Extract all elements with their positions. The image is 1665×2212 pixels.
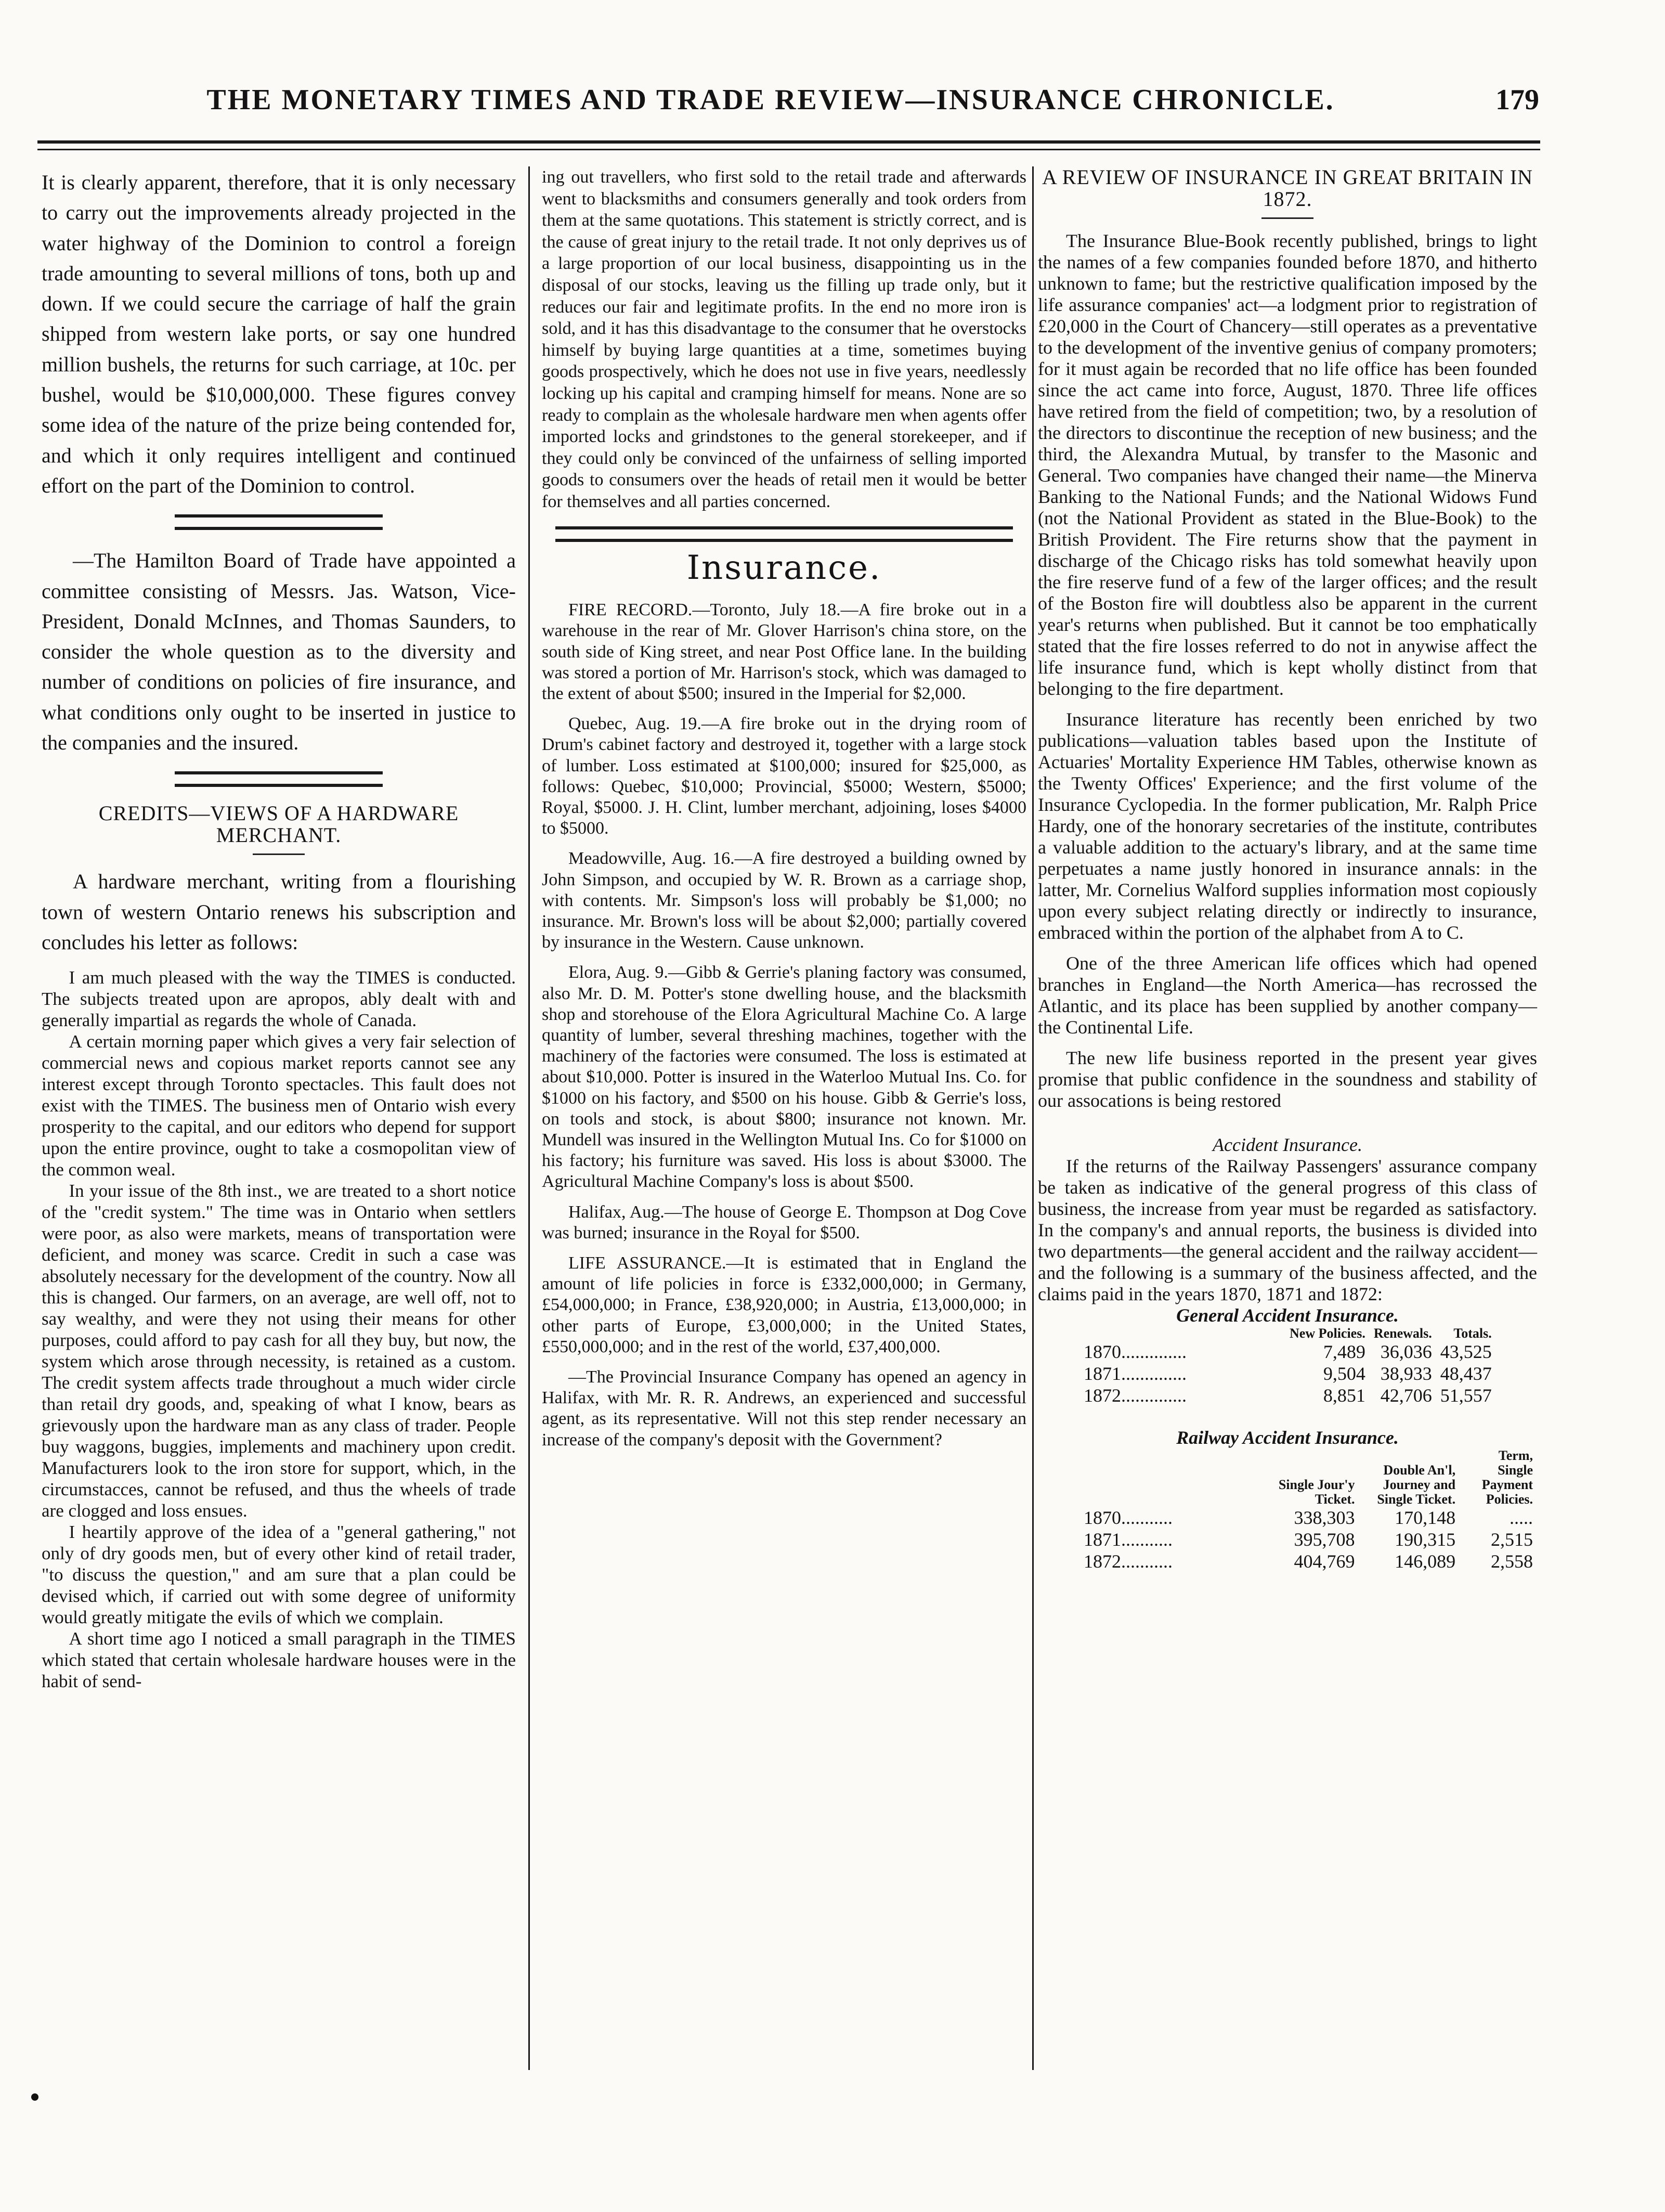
- year-cell: [1079, 1507, 1267, 1529]
- table-cell: 36,036: [1380, 1341, 1432, 1362]
- review-paragraph: The Insurance Blue-Book recently published, brings to light the names of a few companies founded before 1870, and hitherto unknown to fame; but the restrictive qualification imposed by the life assurance companies' act—a lodgment prior to registration of £20,000 in the Court of Chancery—still operates as a preventative to the development of the inventive genius of company promoters; for it must again be recorded that no life office has been founded since the act came into force, August, 1870. Three life offices have retired from the field of competition; two, by a resolution of the directors to discontinue the reception of new business; and the third, the Alexandra Mutual, by transfer to the Masonic and General. Two companies have changed their name—the Minerva Banking to the National Funds; and the National Widows Fund (not the National Provident as stated in the Blue-Book) to the British Provident. The Fire returns show that the payment in discharge of the Chicago risks has told somewhat heavily upon the fire reserve fund of a few of the larger offices; and the result of the Boston fire will doubtless also be apparent in the current year's returns when published. But it cannot be too emphatically stated that the fire losses referred to do not in anywise affect the life insurance fund, which is kept wholly distinct from that belonging to the fire department.: [1038, 230, 1537, 699]
- table-header-row: [1079, 1326, 1496, 1341]
- table-row: [1079, 1385, 1496, 1406]
- fire-record-label: FIRE RECORD.: [568, 600, 693, 620]
- table-cell: 48,437: [1440, 1363, 1492, 1384]
- table-cell: 42,706: [1380, 1385, 1432, 1406]
- table-cell: 7,489: [1323, 1341, 1365, 1362]
- heading-rule: [253, 853, 305, 855]
- letter-paragraph: In your issue of the 8th inst., we are treated to a short notice of the "credit system." The time was in Ontario when settlers were poor, as also were markets, means of transportation were deficient, and money was scarce. Credit in such a case was absolutely necessary for the development of the country. Now all this is changed. Our farmers, on an average, are well off, not to say wealthy, and were they not using their means for other purposes, could afford to pay cash for all they buy, but now, the system which arose through necessity, is retained as a custom. The credit system affects trade throughout a much wider circle than retail dry goods, and, speaking of what I know, bears as grievously upon the hardware man as any class of trader. People buy waggons, buggies, implements and machinery upon credit. Manufacturers look to the iron store for support, which, in the circumstacces, cannot be refused, and thus the wheels of trade are clogged and loss ensues.: [42, 1181, 516, 1521]
- fire-record-elora: Elora, Aug. 9.—Gibb & Gerrie's planing factory was consumed, also Mr. D. M. Potter's stone dwelling house, and the blacksmith shop and storehouse of the Elora Agricultural Machine Co. A large quantity of lumber, several threshing machines, together with the machinery of the factories were consumed. The loss is estimated at about $10,000. Potter is insured in the Waterloo Mutual Ins. Co. for $1000 on his factory, and $500 on his house. Gibb & Gerrie's loss, on tools and stock, is about $800; insurance not known. Mr. Mundell was insured in the Wellington Mutual Ins. Co for $1000 on his factory; his furniture was saved. His loss is about $3000. The Agricultural Machine Company's loss is about $500.: [542, 963, 1026, 1192]
- railway-accident-table: [1079, 1448, 1537, 1572]
- review-paragraph: One of the three American life offices which had opened branches in England—the North America—has recrossed the Atlantic, and its place has been supplied by another company—the Continental Life.: [1038, 953, 1537, 1038]
- table-cell: 9,504: [1323, 1363, 1365, 1384]
- railway-accident-table-title: Railway Accident Insurance.: [1176, 1427, 1399, 1448]
- accident-insurance-subheading: Accident Insurance.: [1213, 1134, 1362, 1155]
- table-cell: 404,769: [1294, 1551, 1355, 1572]
- credits-article-heading: CREDITS—VIEWS OF A HARDWARE MERCHANT.: [98, 801, 459, 847]
- header-rule-thin: [37, 149, 1540, 150]
- table-cell: 395,708: [1294, 1529, 1355, 1550]
- letter-continuation-paragraph: ing out travellers, who first sold to the retail trade and afterwards went to blacksmiths and consumers generally and took orders from them at the same quotations. This statement is strictly correct, and is the cause of great injury to the retail trade. It not only deprives us of a large proportion of our local business, disappointing us in the disposal of our stocks, leaving us the filling up trade only, but it reduces our fair and legitimate profits. In the end no more iron is sold, and it has this disadvantage to the consumer that he overstocks himself by buying large quantities at a time, sometimes buying goods prospectively, which he does not use in five years, needlessly locking up his capital and cramping himself for means. None are so ready to complain as the wholesale hardware men when agents offer imported locks and grindstones to the general storekeeper, and if they could only be convinced of the unfairness of selling imported goods to consumers over the heads of retail men it would be better for themselves and all parties concerned.: [542, 167, 1026, 511]
- year-cell: [1079, 1550, 1267, 1572]
- table-cell: 51,557: [1440, 1385, 1492, 1406]
- dot-leader: ...........: [1121, 1507, 1173, 1528]
- accident-paragraph: If the returns of the Railway Passengers' assurance company be taken as indicative of the general progress of this class of business, the increase from year must be regarded as satisfactory. In the company's and annual reports, the business is divided into two departments—the general accident and the railway accident—and the following is a summary of the business affected, and the claims paid in the years 1870, 1871 and 1872:: [1038, 1156, 1537, 1304]
- column-1: [42, 167, 516, 1692]
- dot-leader: ...........: [1121, 1551, 1173, 1572]
- article-intro-paragraph: It is clearly apparent, therefore, that it is only necessary to carry out the improvements already projected in the water highway of the Dominion to control a foreign trade amounting to several millions of tons, both up and down. If we could secure the carriage of half the grain shipped from western lake ports, or say one hundred million bushels, the returns for such carriage, at 10c. per bushel, would be $10,000,000. These figures convey some idea of the nature of the prize being contended for, and which it only requires intelligent and continued effort on the part of the Dominion to control.: [42, 171, 516, 497]
- life-assurance-text: —It is estimated that in England the amount of life policies in force is £332,000,000; in Germany, £54,000,000; in France, £38,920,000; in Austria, £13,000,000; in other parts of Europe, £3,000,000; in the United States, £550,000,000; and in the rest of the world, £37,400,000.: [542, 1253, 1026, 1356]
- table-cell: 2,515: [1491, 1529, 1533, 1550]
- hamilton-board-paragraph: —The Hamilton Board of Trade have appointed a committee consisting of Messrs. Jas. Watson, Vice-President, Donald McInnes, and Thomas Saunders, to consider the whole question as to the diversity and number of conditions on policies of fire insurance, and what conditions only ought to be inserted in justice to the companies and the insured.: [42, 549, 516, 755]
- double-rule-divider: [175, 514, 383, 530]
- table-cell: .....: [1510, 1507, 1533, 1528]
- letter-paragraph: I heartily approve of the idea of a "general gathering," not only of dry goods men, but of every other kind of retail trader, "to discuss the question," and am sure that a plan could be devised which, if carried out with some degree of uniformity would greatly mitigate the evils of which we complain.: [42, 1522, 516, 1628]
- column-3: [1038, 166, 1537, 1572]
- year-label: 1872: [1084, 1385, 1121, 1406]
- table-cell: 170,148: [1395, 1507, 1456, 1528]
- table-cell: 2,558: [1491, 1551, 1533, 1572]
- table-row: [1079, 1341, 1496, 1363]
- life-assurance-paragraph: [542, 1253, 1026, 1357]
- dot-leader: ...........: [1121, 1529, 1173, 1550]
- table-row: [1079, 1363, 1496, 1385]
- year-label: 1871: [1084, 1529, 1121, 1550]
- year-label: 1871: [1084, 1363, 1121, 1384]
- fire-record-meadowville: Meadowville, Aug. 16.—A fire destroyed a building owned by John Simpson, and occupied by W. R. Brown as a carriage shop, with contents. Mr. Simpson's loss will probably be $1,000; no insurance. Mr. Brown's loss will be about $2,000; partially covered by insurance in the Western. Cause unknown.: [542, 849, 1026, 952]
- fire-record-toronto: [542, 600, 1026, 704]
- fire-record-halifax: Halifax, Aug.—The house of George E. Thompson at Dog Cove was burned; insurance in the Royal for $500.: [542, 1202, 1026, 1243]
- table-cell: 38,933: [1380, 1363, 1432, 1384]
- dot-leader: ..............: [1121, 1363, 1187, 1384]
- year-label: 1870: [1084, 1341, 1121, 1362]
- table-row: [1079, 1550, 1537, 1572]
- review-article-heading: A REVIEW OF INSURANCE IN GREAT BRITAIN IN 1872.: [1042, 165, 1533, 211]
- year-cell: [1079, 1363, 1285, 1385]
- credits-intro-paragraph: A hardware merchant, writing from a flourishing town of western Ontario renews his subscription and concludes his letter as follows:: [42, 870, 516, 954]
- letter-paragraph: A certain morning paper which gives a very fair selection of commercial news and copious market reports cannot see any interest except through Toronto spectacles. This fault does not exist with the TIMES. The business men of Ontario wish every prosperity to the capital, and our editors who depend for support upon the entire province, ought to take a cosmopolitan view of the common weal.: [42, 1031, 516, 1180]
- double-rule-divider: [555, 526, 1013, 542]
- table-cell: 8,851: [1323, 1385, 1365, 1406]
- provincial-insurance-paragraph: —The Provincial Insurance Company has opened an agency in Halifax, with Mr. R. R. Andrews, an experienced and successful agent, as its representative. Will not this step render necessary an increase of the company's deposit with the Government?: [542, 1367, 1026, 1450]
- double-rule-divider: [175, 771, 383, 787]
- review-paragraph: Insurance literature has recently been enriched by two publications—valuation tables based upon the Institute of Actuaries' Mortality Experience HM Tables, otherwise known as the Twenty Offices' Experience; and the first volume of the Insurance Cyclopedia. In the former publication, Mr. Ralph Price Hardy, one of the honorary secretaries of the institute, contributes a valuable addition to the actuary's library, and at the same time perpetuates a name justly honored in insurance annals: in the latter, Mr. Cornelius Walford supplies information most copiously upon every subject relating directly or indirectly to insurance, embraced within the portion of the alphabet from A to C.: [1038, 709, 1537, 943]
- review-paragraph: The new life business reported in the present year gives promise that public confidence in the soundness and stability of our assocations is being restored: [1038, 1047, 1537, 1111]
- masthead-title: THE MONETARY TIMES AND TRADE REVIEW—INSURANCE CHRONICLE.: [206, 84, 1335, 116]
- column-divider-1: [528, 166, 530, 2070]
- letter-paragraph: A short time ago I noticed a small paragraph in the TIMES which stated that certain wholesale hardware houses were in the habit of send-: [42, 1628, 516, 1692]
- insurance-section-title: Insurance.: [686, 548, 882, 587]
- column-header: Single Jour'y Ticket.: [1278, 1477, 1355, 1507]
- table-cell: 190,315: [1395, 1529, 1456, 1550]
- year-cell: [1079, 1529, 1267, 1550]
- year-cell: [1079, 1341, 1285, 1363]
- column-header: Totals.: [1453, 1326, 1492, 1341]
- column-divider-2: [1032, 166, 1034, 2070]
- heading-rule: [1261, 217, 1313, 219]
- year-cell: [1079, 1385, 1285, 1406]
- fire-record-text: —Toronto, July 18.—A fire broke out in a warehouse in the rear of Mr. Glover Harrison's china store, on the south side of King street, and near Post Office lane. In the building was stored a portion of Mr. Harrison's stock, which was damaged to the extent of about $500; insured in the Imperial for $2,000.: [542, 600, 1026, 703]
- life-assurance-label: LIFE ASSURANCE.: [568, 1253, 726, 1273]
- page-number: 179: [1495, 84, 1539, 116]
- letter-paragraph: I am much pleased with the way the TIMES is conducted. The subjects treated upon are apropos, ably dealt with and generally impartial as regards the whole of Canada.: [42, 967, 516, 1031]
- column-header: Double An'l, Journey and Single Ticket.: [1377, 1463, 1456, 1507]
- ink-spot: [31, 2093, 38, 2101]
- table-cell: 338,303: [1294, 1507, 1355, 1528]
- table-row: [1079, 1507, 1537, 1529]
- general-accident-table: [1079, 1326, 1496, 1406]
- dot-leader: ..............: [1121, 1385, 1187, 1406]
- column-header: New Policies.: [1290, 1326, 1365, 1341]
- dot-leader: ..............: [1121, 1341, 1187, 1362]
- general-accident-table-title: General Accident Insurance.: [1176, 1305, 1399, 1326]
- table-cell: 43,525: [1440, 1341, 1492, 1362]
- fire-record-quebec: Quebec, Aug. 19.—A fire broke out in the drying room of Drum's cabinet factory and destroyed it, together with a large stock of lumber. Loss estimated at $100,000; insured for $25,000, as follows: Quebec, $10,000; Provincial, $5000; Western, $5000; Royal, $5000. J. H. Clint, lumber merchant, adjoining, loses $4000 to $5000.: [542, 714, 1026, 838]
- year-label: 1870: [1084, 1507, 1121, 1528]
- column-2: [542, 166, 1026, 1451]
- year-label: 1872: [1084, 1551, 1121, 1572]
- column-header: Renewals.: [1373, 1326, 1432, 1341]
- header-rule-thick: [37, 140, 1540, 144]
- table-row: [1079, 1529, 1537, 1550]
- column-header: Term, Single Payment Policies.: [1481, 1448, 1533, 1507]
- table-cell: 146,089: [1395, 1551, 1456, 1572]
- table-header-row: [1079, 1448, 1537, 1507]
